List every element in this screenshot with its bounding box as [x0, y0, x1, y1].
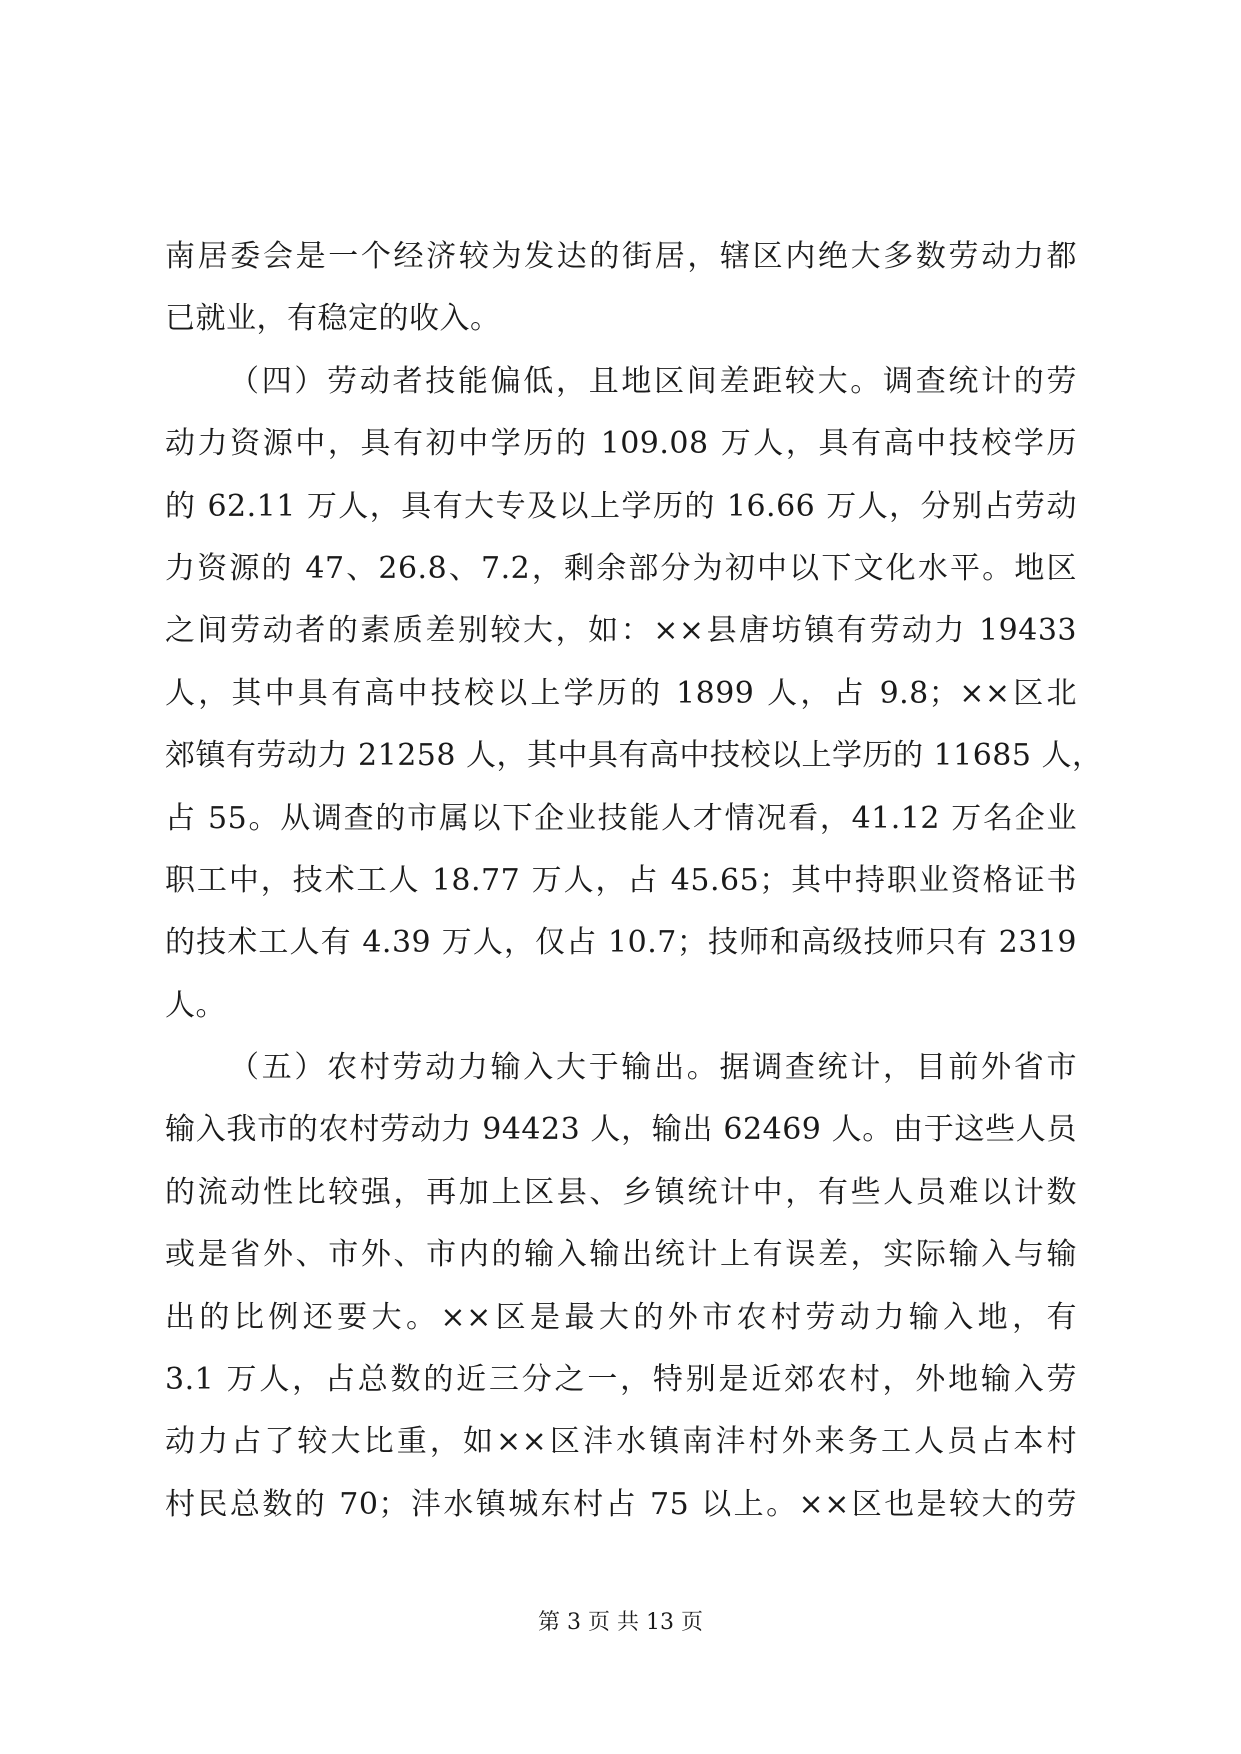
text-line: 动力占了较大比重，如××区沣水镇南沣村外来务工人员占本村 [165, 1424, 1077, 1460]
text-line: 南居委会是一个经济较为发达的街居，辖区内绝大多数劳动力都 [165, 239, 1077, 274]
text-line: 的技术工人有 4.39 万人，仅占 10.7；技师和高级技师只有 2319 [165, 925, 1077, 961]
text-line: 已就业，有稳定的收入。 [165, 301, 501, 337]
text-line: 或是省外、市外、市内的输入输出统计上有误差，实际输入与输 [165, 1237, 1077, 1273]
text-line: 动力资源中，具有初中学历的 109.08 万人，具有高中技校学历 [165, 426, 1077, 462]
document-body [165, 226, 1103, 1536]
text-line: 输入我市的农村劳动力 94423 人，输出 62469 人。由于这些人员 [165, 1112, 1077, 1148]
text-line: 之间劳动者的素质差别较大，如：××县唐坊镇有劳动力 19433 [165, 613, 1077, 649]
text-line: 占 55。从调查的市属以下企业技能人才情况看，41.12 万名企业 [165, 800, 1077, 836]
text-line: 的流动性比较强，再加上区县、乡镇统计中，有些人员难以计数 [165, 1174, 1077, 1210]
page-number-footer: 第 3 页 共 13 页 [538, 1610, 703, 1635]
text-line: 人，其中具有高中技校以上学历的 1899 人，占 9.8；××区北 [165, 675, 1077, 711]
text-line: 村民总数的 70；沣水镇城东村占 75 以上。××区也是较大的劳 [165, 1486, 1077, 1522]
text-line: 3.1 万人，占总数的近三分之一，特别是近郊农村，外地输入劳 [165, 1362, 1077, 1398]
text-line: 力资源的 47、26.8、7.2，剩余部分为初中以下文化水平。地区 [165, 550, 1077, 586]
text-line: 郊镇有劳动力 21258 人，其中具有高中技校以上学历的 11685 人， [165, 738, 1103, 774]
section-heading-line: （四）劳动者技能偏低，且地区间差距较大。调查统计的劳 [229, 363, 1077, 399]
text-line: 人。 [165, 987, 226, 1023]
text-line: 出的比例还要大。××区是最大的外市农村劳动力输入地，有 [165, 1299, 1077, 1335]
text-line: 职工中，技术工人 18.77 万人，占 45.65；其中持职业资格证书 [165, 862, 1077, 898]
text-line: 的 62.11 万人，具有大专及以上学历的 16.66 万人，分别占劳动 [165, 488, 1077, 524]
section-heading-line: （五）农村劳动力输入大于输出。据调查统计，目前外省市 [229, 1050, 1077, 1086]
